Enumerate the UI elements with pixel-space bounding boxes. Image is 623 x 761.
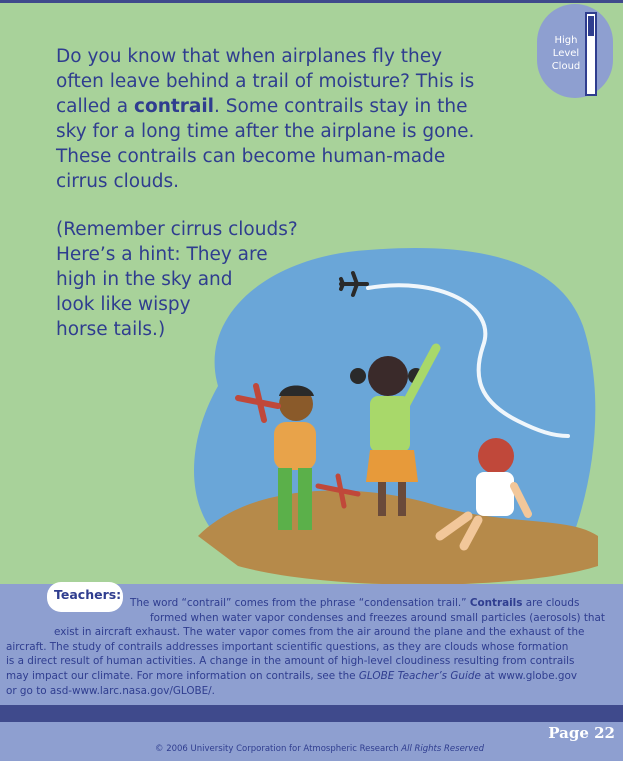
- top-rule: [0, 0, 623, 3]
- rights-text: All Rights Reserved: [401, 744, 484, 754]
- teachers-label: Teachers:: [54, 587, 122, 602]
- contrail-illustration: [178, 236, 608, 596]
- footer-band: [0, 705, 623, 722]
- note-line: [6, 596, 614, 611]
- page-number: Page 22: [548, 724, 615, 742]
- note-line-text: The word “contrail” comes from the phrase “condensation trail.”: [130, 597, 470, 609]
- copyright: [155, 744, 484, 754]
- cloud-level-indicator: [585, 12, 597, 96]
- intro-text-cont: . Some contrails stay in the sky for a long time after the airplane is gone. These contrails can become human-made cirrus clouds.: [56, 96, 475, 192]
- copyright-text: © 2006 University Corporation for Atmospheric Research: [155, 744, 402, 754]
- note-line: is a direct result of human activities. A change in the amount of high-level cloudiness resulting from contrails: [6, 655, 575, 668]
- note-line: [6, 669, 614, 684]
- note-line-text: may impact our climate. For more information on contrails, see the: [6, 669, 359, 682]
- badge-line-1: High: [554, 35, 578, 46]
- note-line: aircraft. The study of contrails addresses important scientific questions, as they are clouds whose formation: [6, 640, 569, 653]
- badge-line-2: Level: [552, 48, 580, 59]
- note-line-text: are clouds: [522, 597, 580, 609]
- hint-line: horse tails.): [56, 319, 166, 340]
- globe-guide-title: GLOBE Teacher’s Guide: [358, 669, 481, 682]
- hint-line: (Remember cirrus clouds?: [56, 219, 298, 240]
- contrail-term: contrail: [134, 96, 214, 117]
- hint-line: Here’s a hint: They are: [56, 244, 268, 265]
- note-line: formed when water vapor condenses and freezes around small particles (aerosols) that: [150, 611, 605, 624]
- footer: [0, 722, 623, 761]
- globe-url-text: at www.globe.gov: [480, 669, 578, 682]
- hint-line: high in the sky and: [56, 269, 233, 290]
- intro-text: Do you know that when airplanes fly they often leave behind a trail of moisture? This is called a: [56, 46, 475, 117]
- note-line: exist in aircraft exhaust. The water vapor comes from the air around the plane and the exhaust of the: [54, 626, 585, 639]
- intro-paragraph: [56, 44, 486, 194]
- level-high-segment: [588, 16, 594, 36]
- note-line: or go to asd-www.larc.nasa.gov/GLOBE/.: [6, 684, 215, 697]
- teachers-note: [6, 596, 614, 698]
- contrails-term: Contrails: [469, 597, 523, 609]
- cloud-level-label: [545, 34, 587, 73]
- hint-line: look like wispy: [56, 294, 191, 315]
- badge-line-3: Cloud: [551, 61, 581, 72]
